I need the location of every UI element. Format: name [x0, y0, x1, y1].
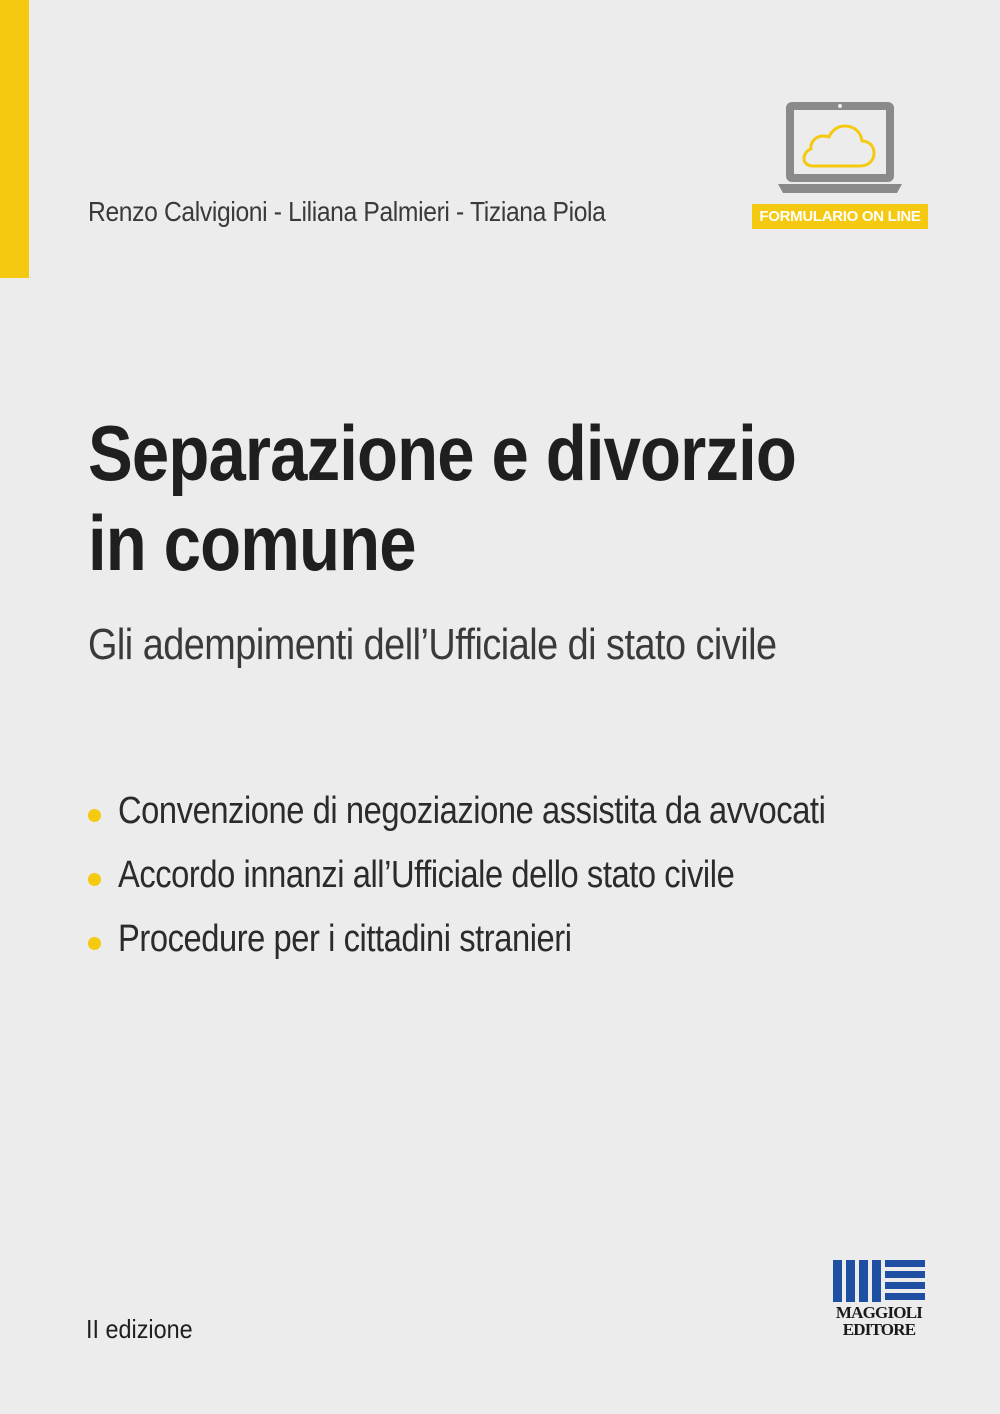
feature-item: [88, 918, 941, 982]
laptop-cloud-icon: [776, 100, 904, 200]
feature-text: Accordo innanzi all’Ufficiale dello stato civile: [118, 854, 735, 896]
book-subtitle: Gli adempimenti dell’Ufficiale di stato civile: [88, 620, 777, 669]
feature-list: [88, 790, 941, 982]
bullet-icon: [88, 809, 101, 822]
feature-text: Procedure per i cittadini stranieri: [118, 918, 572, 960]
online-form-label: FORMULARIO ON LINE: [752, 204, 928, 229]
title-line-1: Separazione e divorzio: [88, 409, 796, 497]
maggioli-mark-icon: [829, 1258, 929, 1304]
feature-item: [88, 790, 941, 854]
online-form-badge: [752, 100, 928, 230]
bullet-icon: [88, 937, 101, 950]
feature-item: [88, 854, 941, 918]
publisher-name-line-1: MAGGIOLI: [835, 1303, 923, 1322]
authors: Renzo Calvigioni - Liliana Palmieri - Tiziana Piola: [88, 196, 606, 227]
title-line-2: in comune: [88, 499, 416, 587]
bullet-icon: [88, 873, 101, 886]
book-title: [88, 408, 796, 588]
publisher-name-line-2: EDITORE: [842, 1320, 916, 1339]
publisher-name: [829, 1304, 929, 1338]
edition-label: II edizione: [86, 1314, 193, 1344]
accent-strip: [0, 0, 29, 278]
feature-text: Convenzione di negoziazione assistita da avvocati: [118, 790, 826, 832]
publisher-logo: [829, 1258, 929, 1344]
